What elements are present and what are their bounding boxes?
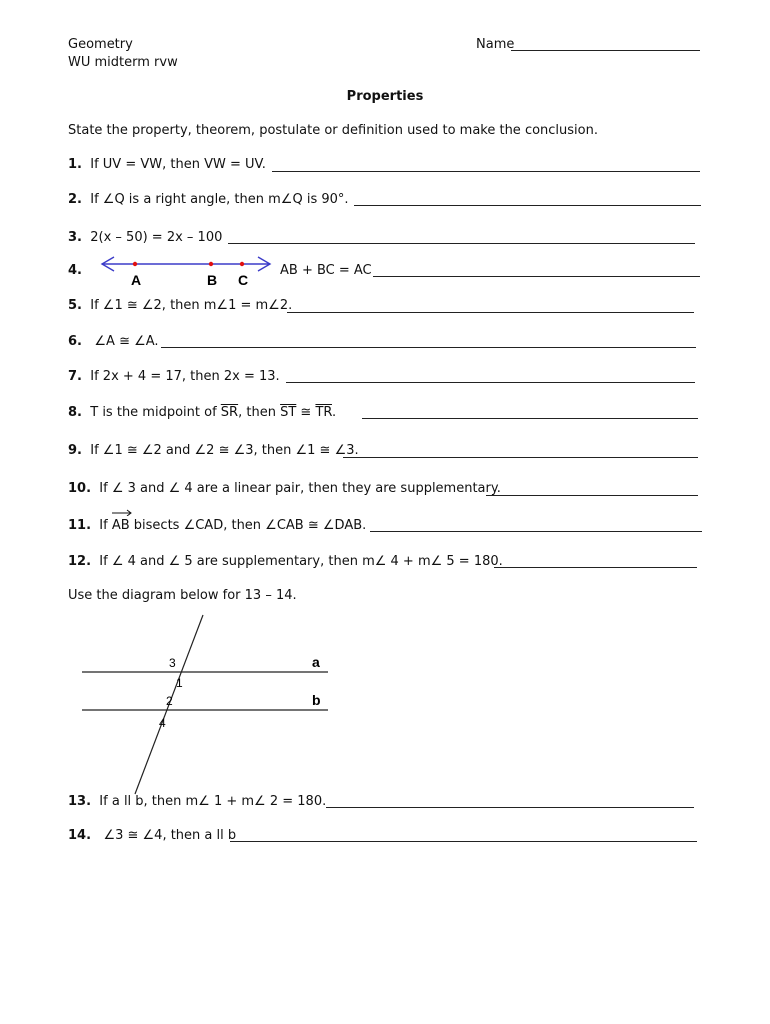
answer-line-1[interactable] <box>272 171 700 172</box>
problem-number: 1. <box>68 157 82 172</box>
problem-number: 7. <box>68 369 82 384</box>
segment-tr: $\overline{TR}$ <box>315 405 332 420</box>
answer-line-3[interactable] <box>228 243 695 244</box>
problem-text: If UV = VW, then VW = UV. <box>90 157 266 172</box>
course-name: Geometry <box>68 37 133 52</box>
problem-text: If ∠ 4 and ∠ 5 are supplementary, then m∠ 4 + m∠ 5 = 180. <box>99 554 503 569</box>
page-title: Properties <box>346 89 424 104</box>
problem-6 <box>68 334 159 349</box>
problem-13 <box>68 794 326 809</box>
line-label-b: b <box>312 692 321 708</box>
segment-sr: $\overline{SR}$ <box>220 405 239 420</box>
answer-line-12[interactable] <box>494 567 697 568</box>
point-label-a: A <box>131 272 142 288</box>
problem-number: 11. <box>68 518 92 533</box>
problem-text: If ∠ 3 and ∠ 4 are a linear pair, then they are supplementary. <box>99 481 501 496</box>
parallel-lines-diagram <box>78 612 334 797</box>
name-field[interactable] <box>511 50 700 51</box>
answer-line-4[interactable] <box>373 276 700 277</box>
point-c-dot <box>240 262 244 266</box>
answer-line-8[interactable] <box>362 418 698 419</box>
problem-text: If <box>99 518 112 533</box>
answer-line-7[interactable] <box>286 382 695 383</box>
problem-number: 2. <box>68 192 82 207</box>
problem-9 <box>68 443 359 458</box>
problem-12 <box>68 554 503 569</box>
answer-line-14[interactable] <box>230 841 697 842</box>
angle-label-3: 3 <box>169 656 176 670</box>
problem-text: . <box>331 405 337 420</box>
answer-line-13[interactable] <box>326 807 694 808</box>
problem-text: ∠A ≅ ∠A. <box>94 334 159 349</box>
problem-10 <box>68 481 501 496</box>
problem-2 <box>68 192 349 207</box>
problem-11 <box>68 518 366 533</box>
problem-text: T is the midpoint of <box>90 405 221 420</box>
ray-label: AB <box>111 518 130 533</box>
problem-number: 10. <box>68 481 92 496</box>
number-line-diagram <box>96 254 276 288</box>
problem-1 <box>68 157 266 172</box>
answer-line-10[interactable] <box>486 495 698 496</box>
congruent-symbol: ≅ <box>296 405 316 420</box>
problem-number: 5. <box>68 298 82 313</box>
problem-7 <box>68 369 280 384</box>
line-label-a: a <box>312 654 320 670</box>
problem-text: 2(x – 50) = 2x – 100 <box>90 230 223 245</box>
problem-number: 12. <box>68 554 92 569</box>
ray-arrow-icon <box>112 509 132 516</box>
point-b-dot <box>209 262 213 266</box>
problem-5 <box>68 298 292 313</box>
name-label: Name <box>476 37 515 52</box>
problem-text: If ∠Q is a right angle, then m∠Q is 90°. <box>90 192 349 207</box>
problem-number: 4. <box>68 263 82 278</box>
instructions: State the property, theorem, postulate or definition used to make the conclusion. <box>68 123 598 138</box>
problem-14 <box>68 828 236 843</box>
problem-number: 6. <box>68 334 82 349</box>
problem-text: , then <box>238 405 281 420</box>
problem-text: If ∠1 ≅ ∠2, then m∠1 = m∠2. <box>90 298 293 313</box>
worksheet-subtitle: WU midterm rvw <box>68 55 178 70</box>
angle-label-1: 1 <box>176 676 183 690</box>
problem-text: bisects ∠CAD, then ∠CAB ≅ ∠DAB. <box>129 518 367 533</box>
problem-number: 14. <box>68 828 92 843</box>
angle-label-2: 2 <box>166 694 173 708</box>
problem-number: 8. <box>68 405 82 420</box>
point-label-b: B <box>207 272 218 288</box>
answer-line-2[interactable] <box>354 205 701 206</box>
answer-line-5[interactable] <box>287 312 694 313</box>
problem-3 <box>68 230 222 245</box>
problem-number: 9. <box>68 443 82 458</box>
ray-ab <box>112 518 130 533</box>
problem-number: 3. <box>68 230 82 245</box>
answer-line-11[interactable] <box>370 531 702 532</box>
diagram-instructions: Use the diagram below for 13 – 14. <box>68 588 297 603</box>
problem-text: If 2x + 4 = 17, then 2x = 13. <box>90 369 280 384</box>
problem-text: If ∠1 ≅ ∠2 and ∠2 ≅ ∠3, then ∠1 ≅ ∠3. <box>90 443 359 458</box>
answer-line-6[interactable] <box>161 347 696 348</box>
point-label-c: C <box>238 272 249 288</box>
segment-st: $\overline{ST}$ <box>280 405 297 420</box>
angle-label-4: 4 <box>159 716 166 730</box>
problem-number: 13. <box>68 794 92 809</box>
answer-line-9[interactable] <box>343 457 698 458</box>
point-a-dot <box>133 262 137 266</box>
problem-8 <box>68 405 336 420</box>
problem-text: ∠3 ≅ ∠4, then a ll b <box>103 828 237 843</box>
problem-text: If a ll b, then m∠ 1 + m∠ 2 = 180. <box>99 794 327 809</box>
problem-text: AB + BC = AC <box>280 263 372 278</box>
